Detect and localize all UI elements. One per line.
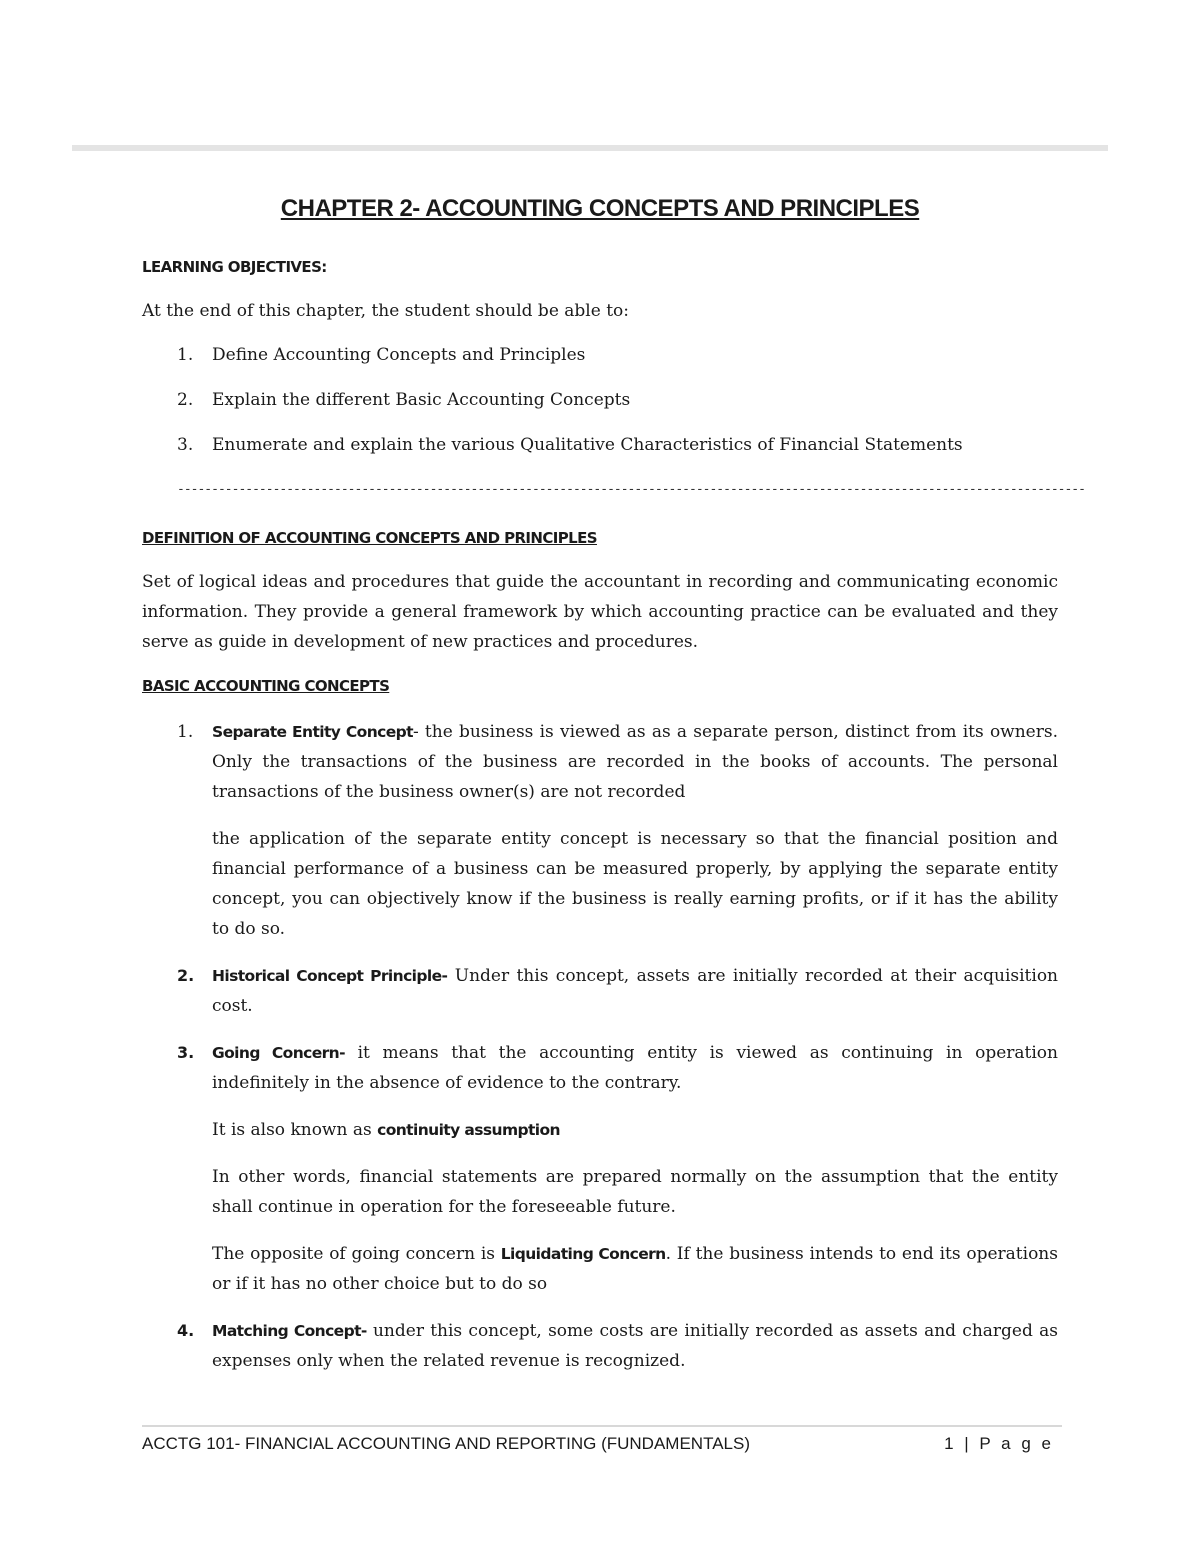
objective-text: Enumerate and explain the various Qualitative Characteristics of Financial Statements (212, 435, 963, 455)
aka-prefix: It is also known as (212, 1120, 378, 1140)
objective-item (142, 430, 1058, 460)
concept-item-separate-entity (142, 717, 1058, 944)
concept-description: it means that the accounting entity is viewed as continuing in operation indefinitely in the absence of evidence to the contrary. (212, 1043, 1058, 1093)
concept-term: Separate Entity Concept (212, 723, 413, 741)
learning-objectives-heading: LEARNING OBJECTIVES: (142, 258, 327, 276)
objectives-list (142, 340, 1058, 460)
concept-term: Matching Concept- (212, 1322, 367, 1340)
page-footer (142, 1432, 1054, 1456)
chapter-title: CHAPTER 2- ACCOUNTING CONCEPTS AND PRINCIPLES (280, 195, 920, 222)
page-number: 1 | P a g e (944, 1434, 1054, 1453)
definition-heading: DEFINITION OF ACCOUNTING CONCEPTS AND PRINCIPLES (142, 529, 597, 547)
objective-text: Explain the different Basic Accounting Concepts (212, 390, 631, 410)
concept-description: Under this concept, assets are initially recorded at their acquisition cost. (212, 966, 1058, 1016)
intro-text: At the end of this chapter, the student should be able to: (142, 301, 629, 321)
concept-term: Going Concern- (212, 1044, 345, 1062)
objective-number: 1. (177, 345, 194, 365)
concept-description: under this concept, some costs are initially recorded as assets and charged as expenses only when the related revenue is recognized. (212, 1321, 1058, 1371)
concept-number: 1. (177, 722, 194, 742)
dashed-separator: ------------------------------------------------------------------------------------------------------------------------------------- (177, 482, 1085, 497)
concept-aka (212, 1115, 1058, 1145)
aka-term: continuity assumption (377, 1121, 560, 1139)
document-body (142, 192, 1085, 1393)
concepts-list (142, 717, 1058, 1376)
concept-number: 3. (177, 1043, 195, 1062)
objective-item (142, 385, 1058, 415)
concept-number: 4. (177, 1321, 195, 1340)
objective-number: 2. (177, 390, 194, 410)
opposite-term: Liquidating Concern (500, 1245, 666, 1263)
objective-item (142, 340, 1058, 370)
concept-term: Historical Concept Principle- (212, 967, 448, 985)
header-rule (72, 145, 1108, 151)
objective-number: 3. (177, 435, 194, 455)
concept-other-words: In other words, financial statements are prepared normally on the assumption that the entity shall continue in operation for the foreseeable future. (212, 1167, 1058, 1217)
objective-text: Define Accounting Concepts and Principles (212, 345, 586, 365)
concept-extra-text: the application of the separate entity concept is necessary so that the financial position and financial performance of a business can be measured properly, by applying the separate entity concept, you can objectively know if the business is really earning profits, or if it has the ability to do so. (212, 829, 1058, 939)
concept-item-historical (142, 961, 1058, 1021)
concept-description: - the business is viewed as as a separate person, distinct from its owners. Only the transactions of the business are recorded in the books of accounts. The personal transactions of the business owner(s) are not recorded (212, 722, 1058, 802)
concept-number: 2. (177, 966, 195, 985)
footer-course: ACCTG 101- FINANCIAL ACCOUNTING AND REPORTING (FUNDAMENTALS) (142, 1434, 750, 1453)
definition-text: Set of logical ideas and procedures that guide the accountant in recording and communicating economic information. They provide a general framework by which accounting practice can be evaluated and they serve as guide in development of new practices and procedures. (142, 572, 1058, 652)
concept-item-going-concern (142, 1038, 1058, 1299)
footer-rule (142, 1425, 1062, 1427)
opposite-prefix: The opposite of going concern is (212, 1244, 501, 1264)
concept-item-matching (142, 1316, 1058, 1376)
basic-concepts-heading: BASIC ACCOUNTING CONCEPTS (142, 677, 390, 695)
opposite-suffix: . If the business intends to end its operations or if it has no other choice but to do so (212, 1244, 1058, 1294)
concept-opposite (212, 1239, 1058, 1299)
